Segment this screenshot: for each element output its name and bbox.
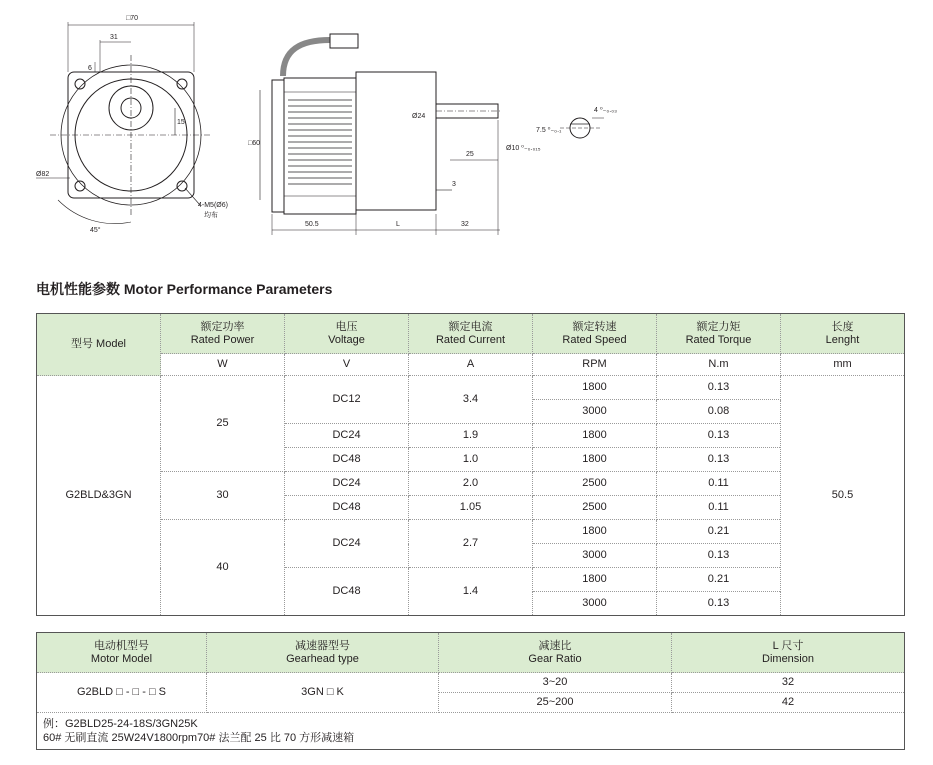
model-cell: G2BLD&3GN [37,376,161,616]
dim-flat: 7.5 ⁰₋₀.₁ [536,127,562,134]
speed-cell: 3000 [533,592,657,616]
dim-diameter-24: Ø24 [412,113,426,120]
gear-header-row [37,633,905,673]
header-speed: 额定转速 Rated Speed [533,314,657,354]
header-model: 型号 Model [37,314,161,376]
voltage-cell: DC24 [285,424,409,448]
speed-cell: 3000 [533,544,657,568]
gearhead-table [36,632,905,750]
performance-table [36,313,905,616]
torque-cell: 0.13 [657,592,781,616]
voltage-cell: DC48 [285,496,409,520]
header-power: 额定功率 Rated Power [161,314,285,354]
dim-holes-note: 均布 [204,212,218,219]
unit-voltage: V [285,354,409,376]
dim-holes: 4-M5(Ø6) [198,202,228,209]
gearhead-cell: 3GN □ K [207,673,439,713]
motor-dimension-drawing [0,0,933,250]
current-cell: 1.05 [409,496,533,520]
speed-cell: 1800 [533,520,657,544]
speed-cell: 3000 [533,400,657,424]
dim-25: 25 [466,151,474,158]
current-cell: 1.0 [409,448,533,472]
speed-cell: 1800 [533,424,657,448]
header-torque: 额定力矩 Rated Torque [657,314,781,354]
torque-cell: 0.13 [657,424,781,448]
front-view [36,22,212,224]
dim-square-60: □60 [248,140,261,147]
table-row [37,520,905,544]
header-voltage: 电压 Voltage [285,314,409,354]
unit-torque: N.m [657,354,781,376]
torque-cell: 0.11 [657,472,781,496]
current-cell: 2.0 [409,472,533,496]
voltage-cell: DC24 [285,472,409,496]
power-cell: 30 [161,472,285,520]
dim-31: 31 [110,34,118,41]
speed-cell: 1800 [533,448,657,472]
dim-length-32: 32 [461,221,469,228]
header-motor-model: 电动机型号 Motor Model [37,633,207,673]
torque-cell: 0.08 [657,400,781,424]
dim-length-L: L [396,221,400,228]
performance-header-row [37,314,905,354]
current-cell: 1.9 [409,424,533,448]
dimension-cell: 42 [672,693,905,713]
header-gearhead: 减速器型号 Gearhead type [207,633,439,673]
dim-shaft-diameter: Ø10 ⁰₋₀.₀₁₅ [506,145,541,152]
header-current: 额定电流 Rated Current [409,314,533,354]
torque-cell: 0.13 [657,376,781,400]
table-row [37,673,905,693]
header-dimension: L 尺寸 Dimension [672,633,905,673]
dim-length-50-5: 50.5 [305,221,319,228]
ratio-cell: 25~200 [439,693,672,713]
motor-model-cell: G2BLD □ - □ - □ S [37,673,207,713]
torque-cell: 0.21 [657,568,781,592]
unit-row [37,354,905,376]
dim-square-70: □70 [126,15,139,22]
dim-15: 15 [177,119,185,126]
torque-cell: 0.13 [657,448,781,472]
power-cell: 25 [161,376,285,472]
length-cell: 50.5 [781,376,905,616]
speed-cell: 1800 [533,568,657,592]
speed-cell: 2500 [533,496,657,520]
table-row [37,472,905,496]
speed-cell: 2500 [533,472,657,496]
example-note-row [37,713,905,750]
current-cell: 3.4 [409,376,533,424]
section-title: 电机性能参数 Motor Performance Parameters [36,281,333,297]
current-cell: 2.7 [409,520,533,568]
header-length: 长度 Lenght [781,314,905,354]
torque-cell: 0.13 [657,544,781,568]
unit-current: A [409,354,533,376]
unit-power: W [161,354,285,376]
voltage-cell: DC12 [285,376,409,424]
voltage-cell: DC24 [285,520,409,568]
unit-length: mm [781,354,905,376]
voltage-cell: DC48 [285,568,409,616]
unit-speed: RPM [533,354,657,376]
power-cell: 40 [161,520,285,616]
ratio-cell: 3~20 [439,673,672,693]
speed-cell: 1800 [533,376,657,400]
example-note-line1: 例：G2BLD25-24-18S/3GN25K [43,718,198,730]
dim-key: 4 ⁰₋₀.₀₃ [594,107,617,114]
example-note-line2: 60# 无刷直流 25W24V1800rpm70# 法兰配 25 比 70 方形减速箱 [43,732,355,744]
table-row [37,376,905,400]
current-cell: 1.4 [409,568,533,616]
technical-drawings [0,0,933,250]
dimension-cell: 32 [672,673,905,693]
example-note [37,713,905,750]
torque-cell: 0.11 [657,496,781,520]
dim-3: 3 [452,181,456,188]
torque-cell: 0.21 [657,520,781,544]
header-gear-ratio: 减速比 Gear Ratio [439,633,672,673]
voltage-cell: DC48 [285,448,409,472]
dim-diameter-82: Ø82 [36,171,50,178]
side-view-fins [288,100,352,184]
dim-angle-45: 45° [90,227,101,234]
side-view [260,34,500,235]
dim-6: 6 [88,65,92,72]
shaft-section [560,118,604,138]
